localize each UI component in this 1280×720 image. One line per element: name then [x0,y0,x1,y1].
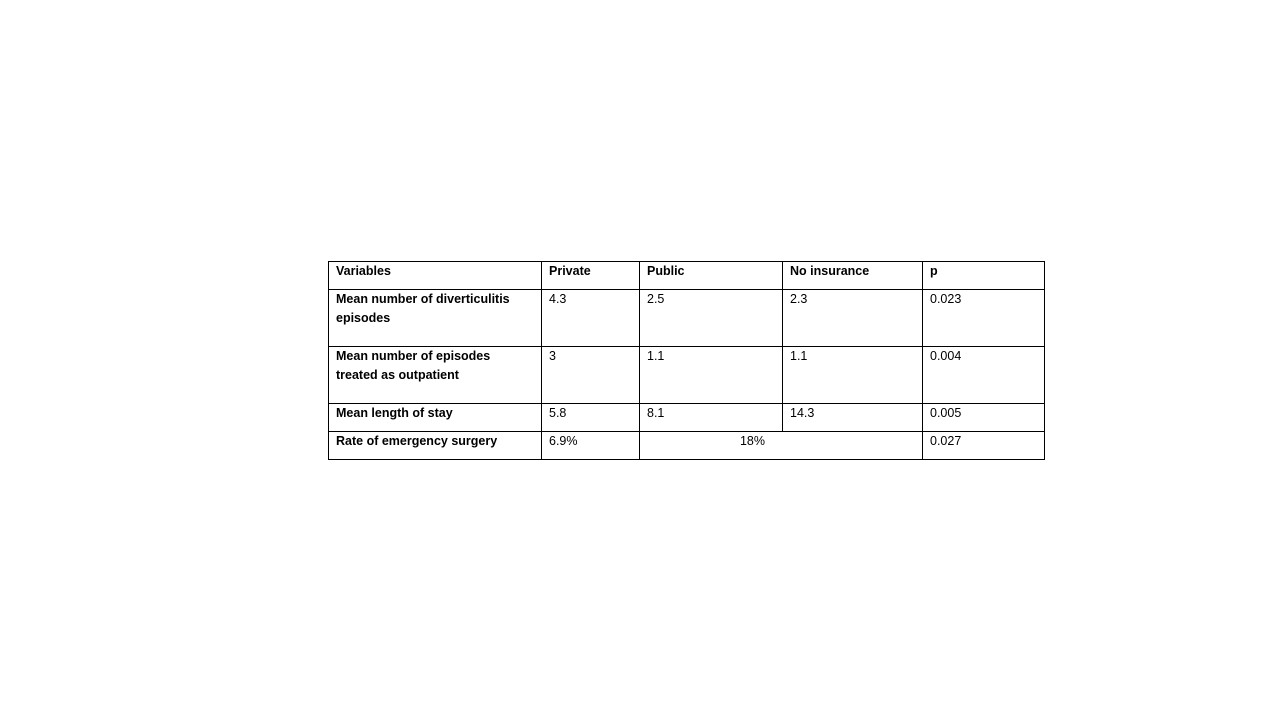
row-label-line: episodes [336,311,391,325]
row-label-line: treated as outpatient [336,368,459,382]
row-label: Rate of emergency surgery [329,432,542,460]
cell-p: 0.023 [923,290,1045,347]
cell-no-insurance: 2.3 [783,290,923,347]
cell-no-insurance: 1.1 [783,347,923,404]
row-label [329,290,542,347]
table-row [329,347,1045,404]
header-variables: Variables [329,262,542,290]
cell-public: 2.5 [640,290,783,347]
insurance-comparison-table [328,261,1045,460]
table-header-row [329,262,1045,290]
cell-public-no-insurance-merged: 18% [640,432,923,460]
cell-no-insurance: 14.3 [783,404,923,432]
table-row [329,404,1045,432]
row-label-line: Mean number of episodes [336,349,491,363]
header-no-insurance: No insurance [783,262,923,290]
row-label [329,347,542,404]
header-p: p [923,262,1045,290]
cell-public: 8.1 [640,404,783,432]
cell-p: 0.004 [923,347,1045,404]
cell-private: 5.8 [542,404,640,432]
header-public: Public [640,262,783,290]
cell-p: 0.027 [923,432,1045,460]
cell-private: 3 [542,347,640,404]
table-row [329,432,1045,460]
cell-private: 4.3 [542,290,640,347]
cell-private: 6.9% [542,432,640,460]
cell-public: 1.1 [640,347,783,404]
row-label-line: Mean number of diverticulitis [336,292,510,306]
table-row [329,290,1045,347]
row-label: Mean length of stay [329,404,542,432]
header-private: Private [542,262,640,290]
cell-p: 0.005 [923,404,1045,432]
